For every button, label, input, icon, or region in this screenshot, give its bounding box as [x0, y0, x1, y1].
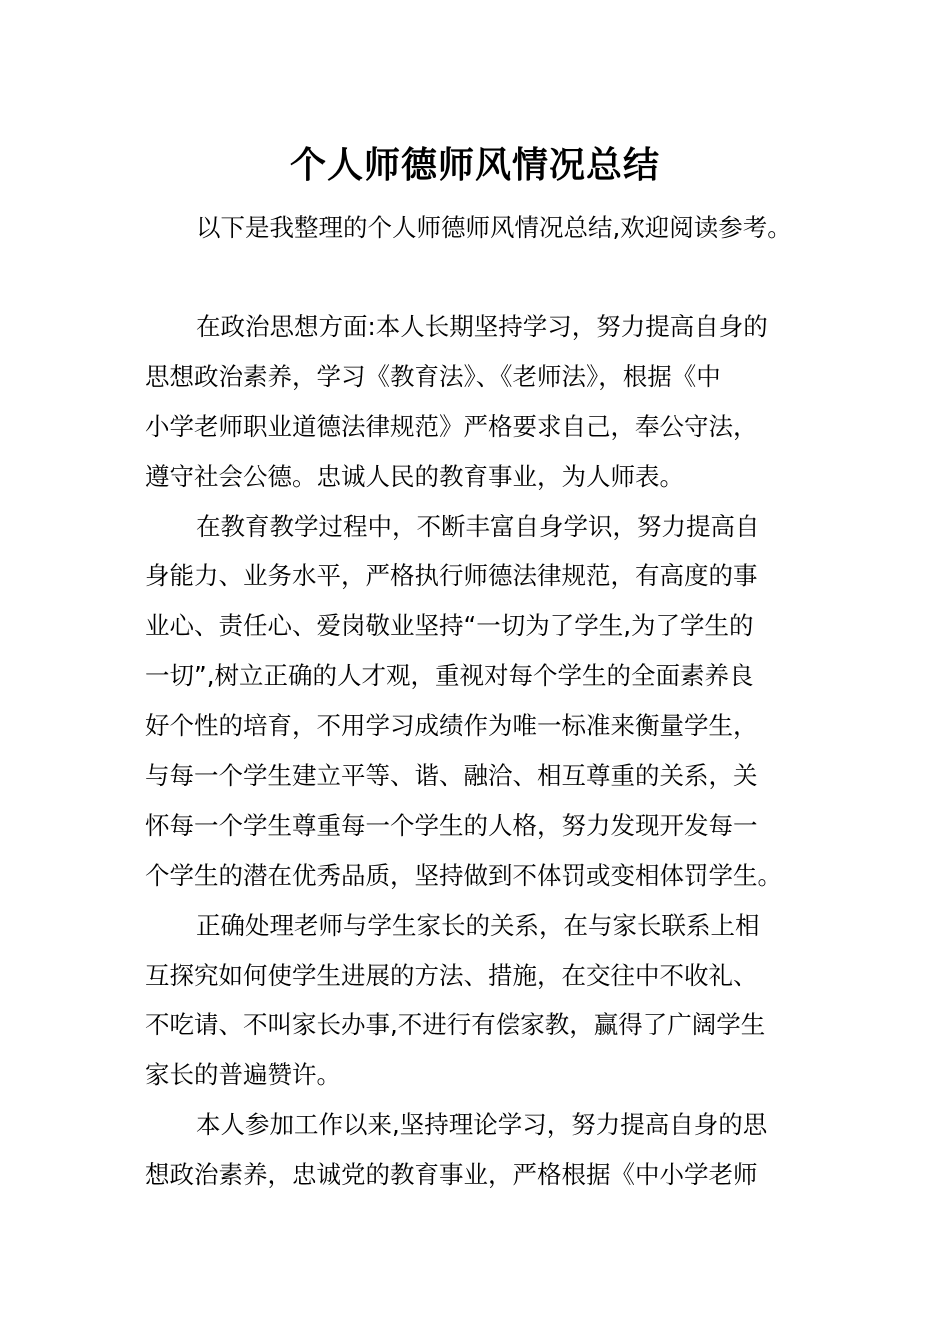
paragraph-line: 思想政治素养，学习《教育法》、《老师法》，根据《中	[145, 361, 721, 391]
paragraph-line: 正确处理老师与学生家长的关系，在与家长联系上相	[196, 910, 760, 940]
paragraph-line: 与每一个学生建立平等、谐、融洽、相互尊重的关系，关	[145, 761, 758, 791]
paragraph-line: 家长的普遍赞许。	[145, 1060, 341, 1090]
paragraph-line: 在政治思想方面:本人长期坚持学习，努力提高自身的	[196, 312, 768, 341]
paragraph-line: 怀每一个学生尊重每一个学生的人格，努力发现开发每一	[145, 810, 758, 840]
paragraph-line: 本人参加工作以来,坚持理论学习，努力提高自身的思	[196, 1110, 768, 1140]
paragraph-line: 业心、责任心、爱岗敬业坚持“一切为了学生,为了学生的	[145, 611, 754, 641]
document-title: 个人师德师风情况总结	[289, 145, 660, 186]
document-body	[145, 302, 815, 1200]
paragraph-line: 好个性的培育，不用学习成绩作为唯一标准来衡量学生，	[145, 711, 758, 741]
paragraph-line: 不吃请、不叫家长办事,不进行有偿家教，赢得了广阔学生	[145, 1010, 766, 1040]
paragraph-line: 个学生的潜在优秀品质，坚持做到不体罚或变相体罚学生。	[145, 860, 782, 890]
intro-text: 以下是我整理的个人师德师风情况总结,欢迎阅读参考。	[196, 213, 792, 242]
paragraph-line: 在教育教学过程中，不断丰富自身学识，努力提高自	[196, 511, 760, 541]
paragraph-line: 一切”,树立正确的人才观，重视对每个学生的全面素养良	[145, 661, 754, 691]
paragraph-line: 遵守社会公德。忠诚人民的教育事业，为人师表。	[145, 461, 684, 491]
paragraph-line: 想政治素养，忠诚党的教育事业，严格根据《中小学老师	[145, 1160, 758, 1190]
paragraph-line: 互探究如何使学生进展的方法、措施，在交往中不收礼、	[145, 960, 758, 990]
paragraph-line: 身能力、业务水平，严格执行师德法律规范，有高度的事	[145, 561, 758, 591]
paragraph-line: 小学老师职业道德法律规范》严格要求自己，奉公守法，	[145, 411, 758, 441]
